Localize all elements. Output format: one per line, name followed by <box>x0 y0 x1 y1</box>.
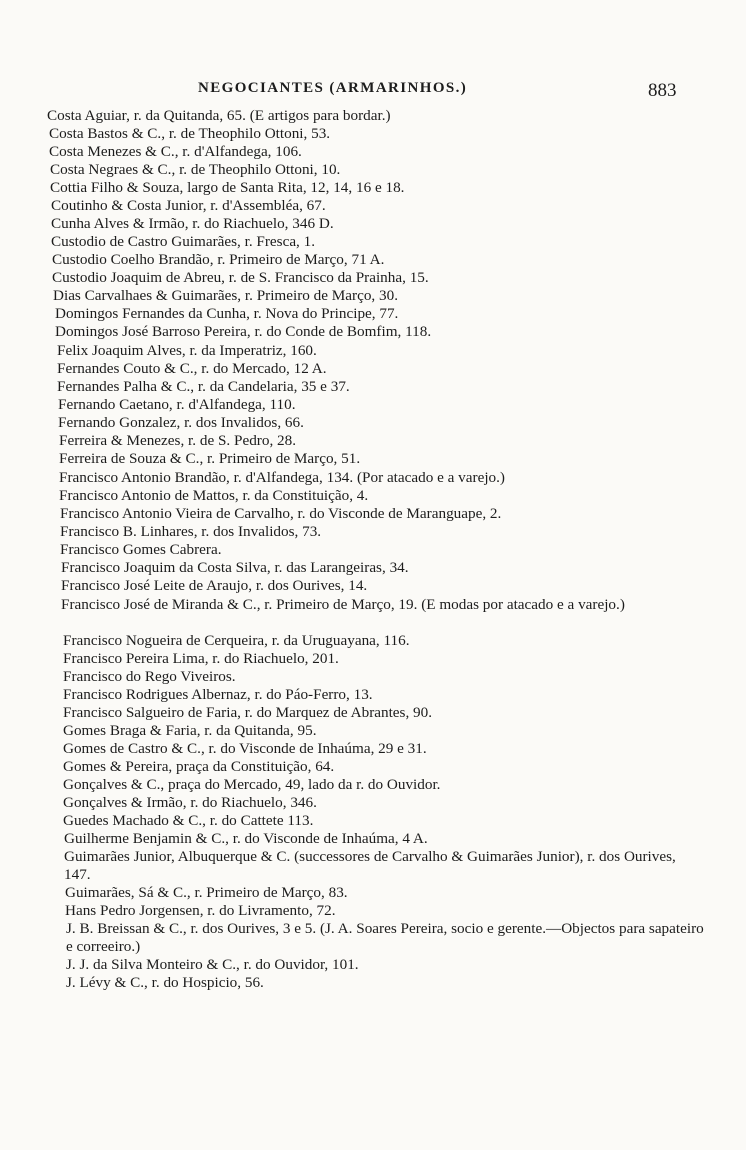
directory-entry: Domingos José Barroso Pereira, r. do Conde de Bomfim, 118. <box>55 323 432 340</box>
directory-entry <box>66 920 706 956</box>
directory-entry: Costa Bastos & C., r. de Theophilo Ottoni, 53. <box>49 125 331 142</box>
directory-entry: Fernando Gonzalez, r. dos Invalidos, 66. <box>58 414 304 431</box>
directory-entry: Felix Joaquim Alves, r. da Imperatriz, 160. <box>57 342 317 359</box>
directory-entry: Custodio Coelho Brandão, r. Primeiro de Março, 71 A. <box>52 251 385 268</box>
directory-entry-text: Guimarães Junior, Albuquerque & C. (successores de Carvalho & Guimarães Junior), r. dos Ourives, 147. <box>64 848 676 883</box>
directory-entry: Francisco Gomes Cabrera. <box>60 541 222 558</box>
directory-entry: Francisco Rodrigues Albernaz, r. do Páo-Ferro, 13. <box>63 686 373 703</box>
directory-entry: Custodio Joaquim de Abreu, r. de S. Francisco da Prainha, 15. <box>52 269 429 286</box>
directory-entry: Gomes de Castro & C., r. do Visconde de Inhaúma, 29 e 31. <box>63 740 427 757</box>
directory-entry: Cunha Alves & Irmão, r. do Riachuelo, 346 D. <box>51 215 334 232</box>
directory-entry: Fernandes Couto & C., r. do Mercado, 12 A. <box>57 360 327 377</box>
directory-entry: Guedes Machado & C., r. do Cattete 113. <box>63 812 314 829</box>
directory-entry: Fernandes Palha & C., r. da Candelaria, 35 e 37. <box>57 378 350 395</box>
directory-entry: Gonçalves & Irmão, r. do Riachuelo, 346. <box>63 794 317 811</box>
directory-entry: Francisco B. Linhares, r. dos Invalidos, 73. <box>60 523 322 540</box>
directory-entry-text: J. B. Breissan & C., r. dos Ourives, 3 e 5. (J. A. Soares Pereira, socio e gerente.—Objectos para sapateiro e correeiro.) <box>66 920 704 955</box>
directory-entry: Cottia Filho & Souza, largo de Santa Rita, 12, 14, 16 e 18. <box>50 179 405 196</box>
directory-entry: Dias Carvalhaes & Guimarães, r. Primeiro de Março, 30. <box>53 287 398 304</box>
directory-entry: Fernando Caetano, r. d'Alfandega, 110. <box>58 396 296 413</box>
directory-entry-text: Francisco José de Miranda & C., r. Primeiro de Março, 19. (E modas por atacado e a varejo.) <box>61 596 625 613</box>
directory-entry <box>61 596 701 614</box>
directory-entry: Costa Aguiar, r. da Quitanda, 65. (E artigos para bordar.) <box>47 107 391 124</box>
directory-entry: Gonçalves & C., praça do Mercado, 49, lado da r. do Ouvidor. <box>63 776 441 793</box>
directory-entry: Coutinho & Costa Junior, r. d'Assembléa, 67. <box>51 197 326 214</box>
directory-entry: Ferreira de Souza & C., r. Primeiro de Março, 51. <box>59 450 361 467</box>
directory-entry: Costa Negraes & C., r. de Theophilo Ottoni, 10. <box>50 161 341 178</box>
directory-entry: Francisco Antonio Vieira de Carvalho, r. do Visconde de Maranguape, 2. <box>60 505 502 522</box>
directory-entry: Custodio de Castro Guimarães, r. Fresca, 1. <box>51 233 316 250</box>
directory-entry: Francisco Pereira Lima, r. do Riachuelo, 201. <box>63 650 339 667</box>
directory-entry: Francisco do Rego Viveiros. <box>63 668 236 685</box>
directory-entry: Gomes & Pereira, praça da Constituição, 64. <box>63 758 335 775</box>
directory-entry: Francisco Joaquim da Costa Silva, r. das Larangeiras, 34. <box>61 559 409 576</box>
directory-entry: Francisco José Leite de Araujo, r. dos Ourives, 14. <box>61 577 368 594</box>
directory-entry: Guimarães, Sá & C., r. Primeiro de Março, 83. <box>65 884 348 901</box>
directory-entry: Francisco Nogueira de Cerqueira, r. da Uruguayana, 116. <box>63 632 410 649</box>
directory-entry: J. Lévy & C., r. do Hospicio, 56. <box>66 974 264 991</box>
directory-entry <box>64 848 704 884</box>
directory-entry: Francisco Antonio de Mattos, r. da Constituição, 4. <box>59 487 369 504</box>
directory-entry: Costa Menezes & C., r. d'Alfandega, 106. <box>49 143 302 160</box>
directory-entry: Guilherme Benjamin & C., r. do Visconde de Inhaúma, 4 A. <box>64 830 428 847</box>
header-title: NEGOCIANTES (ARMARINHOS.) <box>198 80 468 96</box>
directory-entry: Ferreira & Menezes, r. de S. Pedro, 28. <box>59 432 297 449</box>
directory-entry: Domingos Fernandes da Cunha, r. Nova do Principe, 77. <box>55 305 399 322</box>
directory-entry: J. J. da Silva Monteiro & C., r. do Ouvidor, 101. <box>66 956 359 973</box>
directory-entry: Gomes Braga & Faria, r. da Quitanda, 95. <box>63 722 317 739</box>
directory-entry: Hans Pedro Jorgensen, r. do Livramento, 72. <box>65 902 336 919</box>
directory-entry: Francisco Antonio Brandão, r. d'Alfandega, 134. (Por atacado e a varejo.) <box>59 469 505 486</box>
directory-entry: Francisco Salgueiro de Faria, r. do Marquez de Abrantes, 90. <box>63 704 433 721</box>
page-number: 883 <box>648 80 677 101</box>
